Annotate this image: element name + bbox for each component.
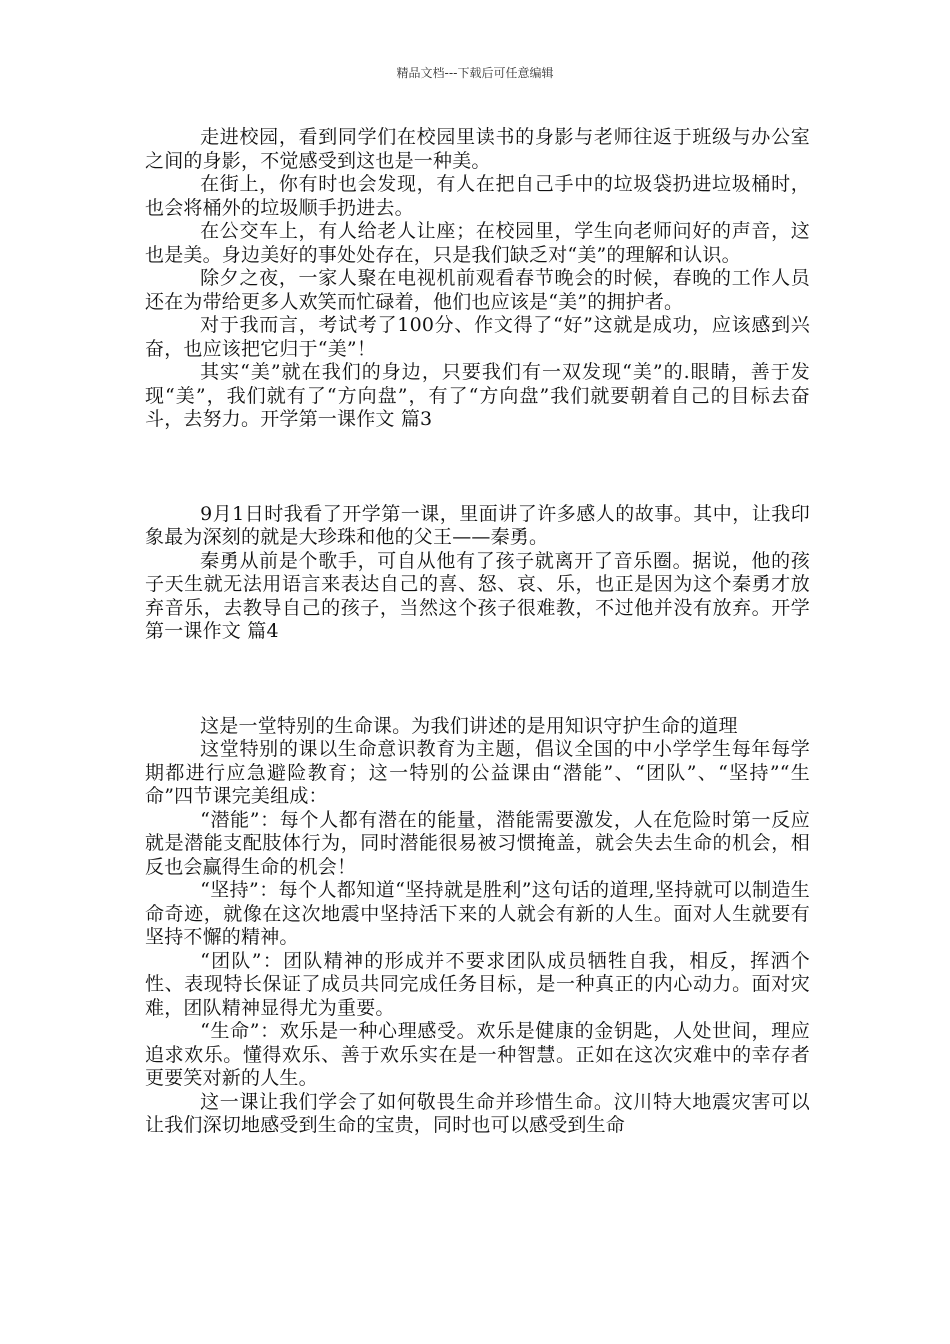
page-header: 精品文档---下载后可任意编辑 bbox=[396, 66, 554, 80]
paragraph: 在街上，你有时也会发现，有人在把自己手中的垃圾袋扔进垃圾桶时，也会将桶外的垃圾顺手扔进去。 bbox=[145, 173, 810, 219]
section-gap bbox=[145, 432, 810, 503]
paragraph: “团队”：团队精神的形成并不要求团队成员牺牲自我，相反，挥洒个性、表现特长保证了成员共同完成任务目标，是一种真正的内心动力。面对灾难，团队精神显得尤为重要。 bbox=[145, 949, 810, 1019]
paragraph: 这堂特别的课以生命意识教育为主题，倡议全国的中小学学生每年每学期都进行应急避险教育；这一特别的公益课由“潜能”、“团队”、“坚持”“生命”四节课完美组成： bbox=[145, 738, 810, 807]
paragraph: 这一课让我们学会了如何敬畏生命并珍惜生命。汶川特大地震灾害可以让我们深切地感受到生命的宝贵，同时也可以感受到生命 bbox=[145, 1090, 810, 1136]
paragraph: 9月1日时我看了开学第一课，里面讲了许多感人的故事。其中，让我印象最为深刻的就是大珍珠和他的父王——秦勇。 bbox=[145, 502, 810, 548]
paragraph: 除夕之夜，一家人聚在电视机前观看春节晚会的时候，春晚的工作人员还在为带给更多人欢笑而忙碌着，他们也应该是“美”的拥护者。 bbox=[145, 267, 810, 313]
paragraph: 这是一堂特别的生命课。为我们讲述的是用知识守护生命的道理 bbox=[200, 714, 738, 737]
paragraph: 其实“美”就在我们的身边，只要我们有一双发现“美”的.眼睛，善于发现“美”，我们就有了“方向盘”，有了“方向盘”我们就要朝着自己的目标去奋斗，去努力。开学第一课作文 篇3 bbox=[145, 361, 810, 430]
paragraph: “坚持”：每个人都知道“坚持就是胜利”这句话的道理,坚持就可以制造生命奇迹，就像在这次地震中坚持活下来的人就会有新的人生。面对人生就要有坚持不懈的精神。 bbox=[145, 879, 810, 948]
paragraph: “生命”：欢乐是一种心理感受。欢乐是健康的金钥匙，人处世间，理应追求欢乐。懂得欢乐、善于欢乐实在是一种智慧。正如在这次灾难中的幸存者更要笑对新的人生。 bbox=[145, 1020, 810, 1089]
paragraph: 秦勇从前是个歌手，可自从他有了孩子就离开了音乐圈。据说，他的孩子天生就无法用语言来表达自己的喜、怒、哀、乐，也正是因为这个秦勇才放弃音乐，去教导自己的孩子，当然这个孩子很难教，不过他并没有放弃。开学第一课作文 篇4 bbox=[145, 549, 810, 642]
section-gap bbox=[145, 644, 810, 715]
paragraph: 对于我而言，考试考了100分、作文得了“好”这就是成功，应该感到兴奋，也应该把它归于“美”！ bbox=[145, 314, 810, 360]
paragraph: 在公交车上，有人给老人让座；在校园里，学生向老师问好的声音，这也是美。身边美好的事处处存在，只是我们缺乏对“美”的理解和认识。 bbox=[145, 220, 810, 266]
document-body bbox=[145, 126, 810, 1138]
paragraph: 走进校园，看到同学们在校园里读书的身影与老师往返于班级与办公室之间的身影，不觉感受到这也是一种美。 bbox=[145, 126, 810, 172]
paragraph: “潜能”：每个人都有潜在的能量，潜能需要激发，人在危险时第一反应就是潜能支配肢体行为，同时潜能很易被习惯掩盖，就会失去生命的机会，相反也会赢得生命的机会！ bbox=[145, 808, 810, 878]
